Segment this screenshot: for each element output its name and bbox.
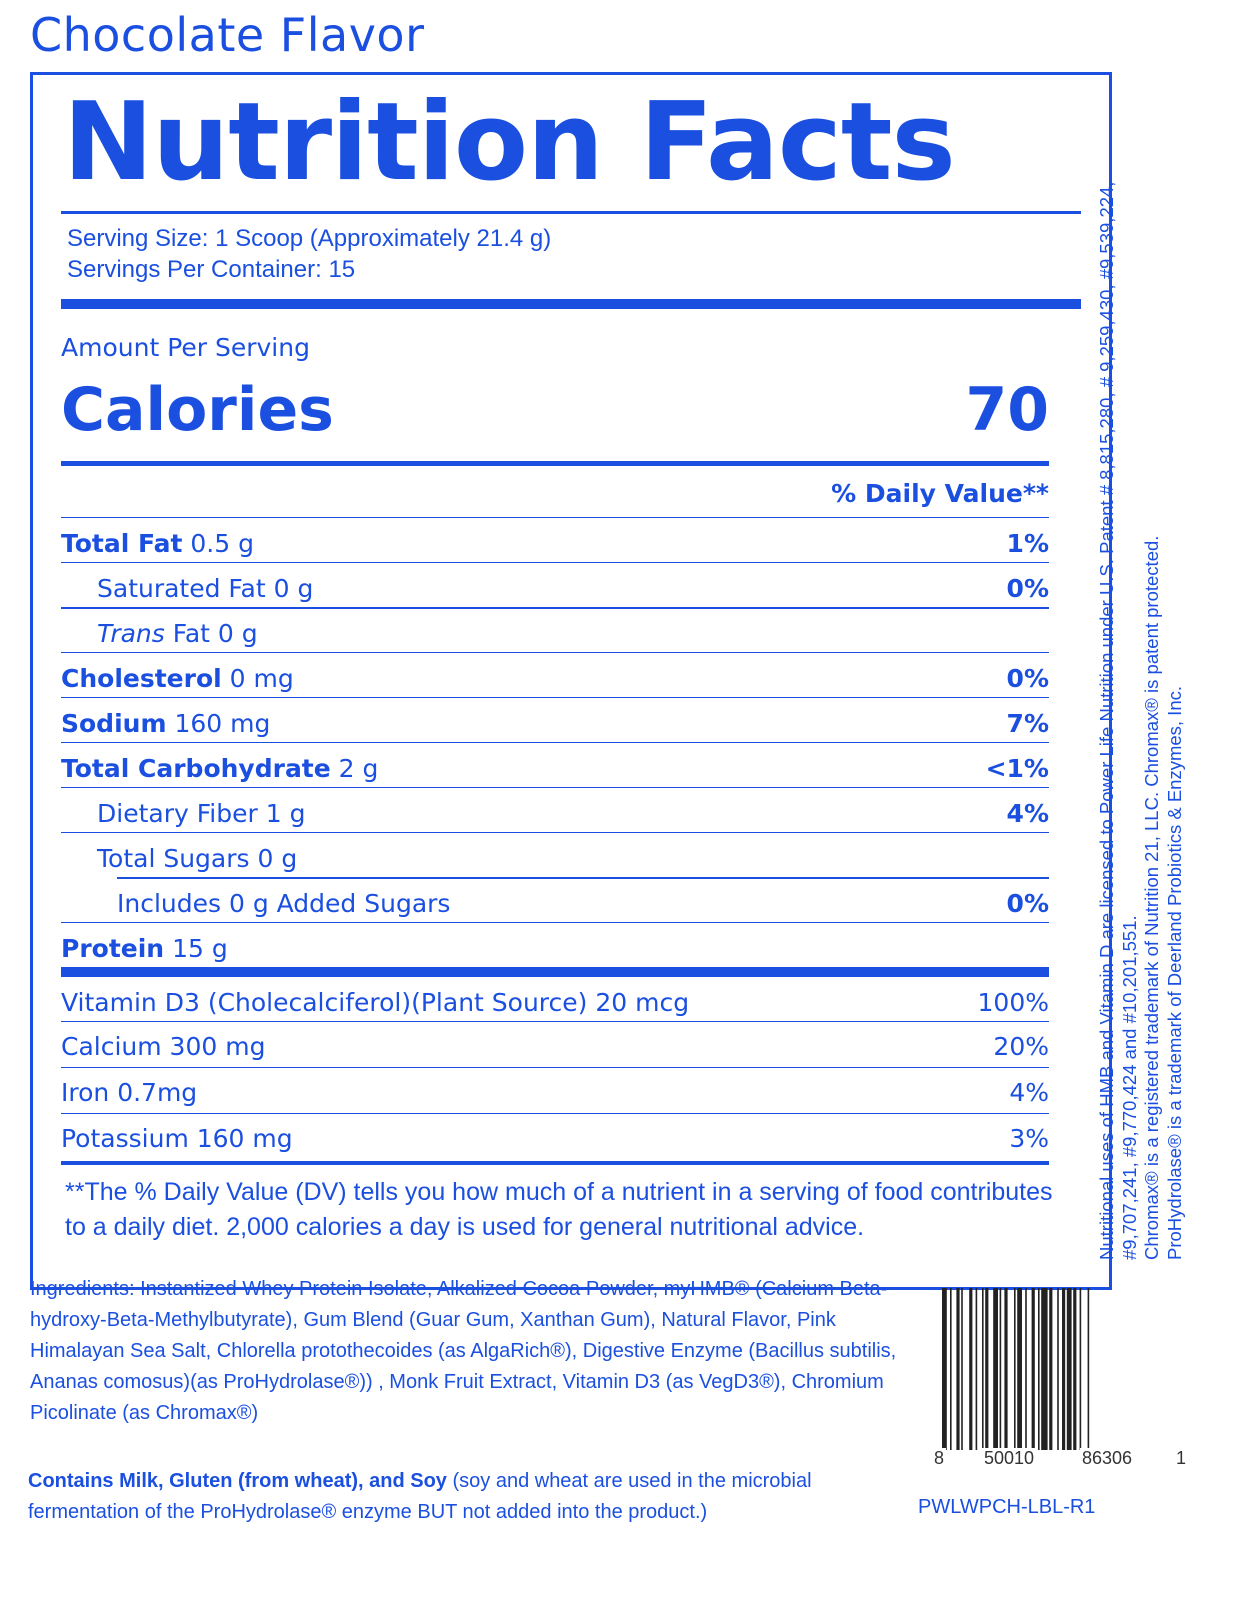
barcode-bar: [969, 1288, 972, 1450]
divider: [61, 211, 1081, 214]
nutrient-amount: 0 g: [257, 844, 298, 873]
barcode-bar: [1014, 1288, 1016, 1450]
nutrient-amount: 1 g: [265, 799, 306, 828]
barcode-bar: [950, 1288, 952, 1450]
barcode-bar: [961, 1288, 963, 1450]
nutrient-dv: <1%: [985, 754, 1049, 783]
nutrient-amount: 0.5 g: [190, 529, 254, 558]
nutrient-name: Protein: [61, 934, 165, 963]
amount-per-serving: Amount Per Serving: [61, 333, 310, 362]
servings-per-container: Servings Per Container: 15: [67, 256, 356, 283]
nutrient-name: Total Sugars: [97, 844, 250, 873]
vitamin-row: [61, 1113, 1049, 1159]
nutrient-row: [61, 922, 1049, 967]
nutrient-row: [61, 832, 1049, 877]
barcode-digit: 8: [934, 1448, 945, 1468]
nutrient-name: Saturated Fat: [97, 574, 266, 603]
nutrient-row: [61, 742, 1049, 787]
patent-side-text: [1096, 60, 1186, 1260]
vitamin-dv: 4%: [1009, 1078, 1049, 1107]
allergen-statement: [28, 1466, 928, 1528]
nutrient-dv: 1%: [1006, 529, 1049, 558]
thick-divider: [61, 299, 1081, 309]
barcode-bar: [1038, 1288, 1040, 1450]
nutrient-amount: 0 mg: [229, 664, 294, 693]
barcode-bar: [956, 1288, 959, 1450]
nutrient-name: Trans: [97, 619, 165, 648]
nutrient-amount: 0 g: [273, 574, 314, 603]
barcode-bar: [1032, 1288, 1035, 1450]
thick-divider: [61, 967, 1049, 977]
flavor-title: Chocolate Flavor: [30, 8, 425, 62]
ingredients-list: Ingredients: Instantized Whey Protein Isolate, Alkalized Cocoa Powder, myHMB® (Calcium Beta-hydroxy-Beta-Methylbutyrate), Gum Blend (Guar Gum, Xanthan Gum), Natural Flavor, Pink Himalayan Sea Salt, Chlorella protothecoides (as AlgaRich®), Digestive Enzyme (Bacillus subtilis, Ananas comosus)(as ProHydrolase®)) , Monk Fruit Extract, Vitamin D3 (as VegD3®), Chromium Picolinate (as Chromax®): [30, 1278, 897, 1424]
barcode-bar: [993, 1288, 998, 1450]
allergen-detail: (soy and wheat are used in the microbial fermentation of the ProHydrolase® enzyme BUT not added into the product.): [28, 1470, 812, 1523]
vitamin-dv: 100%: [977, 988, 1049, 1017]
barcode-bar: [1004, 1288, 1007, 1450]
vitamin-dv: 20%: [993, 1032, 1049, 1061]
nutrient-row: [61, 652, 1049, 697]
barcode-bar: [982, 1288, 984, 1450]
barcode-bar: [1049, 1288, 1052, 1450]
vitamin-label: Iron 0.7mg: [61, 1078, 198, 1107]
nutrient-name: Dietary Fiber: [97, 799, 258, 828]
barcode-bar: [1041, 1288, 1047, 1450]
barcode-digit: 50010: [984, 1448, 1035, 1468]
nutrient-name: Total Fat: [61, 529, 183, 558]
calories-value: 70: [965, 375, 1049, 445]
vitamin-label: Calcium 300 mg: [61, 1032, 266, 1061]
nutrient-row: [61, 562, 1049, 607]
vitamin-row: [61, 977, 1049, 1023]
daily-value-footnote: **The % Daily Value (DV) tells you how much of a nutrient in a serving of food contributes to a daily diet. 2,000 calories a day is used for general nutritional advice.: [65, 1178, 1053, 1241]
barcode-digit: 86306: [1082, 1448, 1133, 1468]
divider: [61, 1161, 1049, 1165]
vitamin-row: [61, 1067, 1049, 1113]
product-code: PWLWPCH-LBL-R1: [918, 1496, 1096, 1518]
side-line: Chromax® is a registered trademark of Nutrition 21, LLC. Chromax® is patent protected.: [1141, 535, 1162, 1260]
medium-divider: [61, 461, 1049, 466]
nutrient-amount: 2 g: [338, 754, 379, 783]
serving-size: Serving Size: 1 Scoop (Approximately 21.4 g): [67, 225, 552, 252]
side-line: ProHydrolase® is a trademark of Deerland Probiotics & Enzymes, Inc.: [1163, 686, 1185, 1260]
nutrient-dv: 4%: [1006, 799, 1049, 828]
vitamin-row: [61, 1021, 1049, 1067]
allergen-bold: Contains Milk, Gluten (from wheat), and Soy: [28, 1470, 447, 1492]
barcode-bar: [1067, 1288, 1072, 1450]
nutrient-row: [61, 787, 1049, 832]
nutrient-dv: 0%: [1006, 664, 1049, 693]
vitamin-label: Vitamin D3 (Cholecalciferol)(Plant Source) 20 mcg: [61, 988, 690, 1017]
nutrient-dv: 0%: [1006, 574, 1049, 603]
daily-value-header: % Daily Value**: [831, 479, 1049, 508]
barcode-bar: [985, 1288, 988, 1450]
nutrient-name: Sodium: [61, 709, 167, 738]
barcode-bar: [1057, 1288, 1059, 1450]
barcode-bar: [1062, 1288, 1065, 1450]
barcode-bar: [942, 1288, 947, 1450]
barcode-bar: [1088, 1288, 1090, 1450]
barcode-bar: [1073, 1288, 1076, 1450]
nutrient-name: Cholesterol: [61, 664, 222, 693]
nutrient-row: [61, 517, 1049, 562]
nutrient-dv: 7%: [1006, 709, 1049, 738]
vitamin-dv: 3%: [1009, 1124, 1049, 1153]
side-line: Nutritional uses of HMB and Vitamin D are licensed to Power Life Nutrition under U.S. Patent # 8,815,280, # 9,259,430, #9,539,224,: [1096, 181, 1117, 1260]
barcode-graphic: [930, 1280, 1190, 1470]
barcode-digit: 1: [1176, 1448, 1187, 1468]
nutrient-amount: Fat 0 g: [172, 619, 258, 648]
barcode-bar: [1080, 1288, 1082, 1450]
side-line: #9,707,241, #9,770,424 and #10,201,551.: [1118, 915, 1140, 1260]
vitamin-label: Potassium 160 mg: [61, 1124, 293, 1153]
nutrient-row: [61, 697, 1049, 742]
barcode-bar: [1000, 1288, 1002, 1450]
barcode-bar: [1017, 1288, 1022, 1450]
nutrient-amount: 160 mg: [174, 709, 271, 738]
nutrient-name: Includes 0 g Added Sugars: [117, 889, 451, 918]
nutrition-facts-panel: [30, 72, 1112, 1290]
barcode-bar: [1025, 1288, 1027, 1450]
barcode-bar: [976, 1288, 978, 1450]
calories-label: Calories: [61, 375, 334, 445]
nutrient-row: [61, 877, 1049, 922]
nutrient-row: [61, 607, 1049, 652]
nutrient-name: Total Carbohydrate: [61, 754, 331, 783]
nutrient-amount: 15 g: [172, 934, 228, 963]
nutrient-dv: 0%: [1006, 889, 1049, 918]
nutrition-facts-title: Nutrition Facts: [63, 80, 955, 205]
